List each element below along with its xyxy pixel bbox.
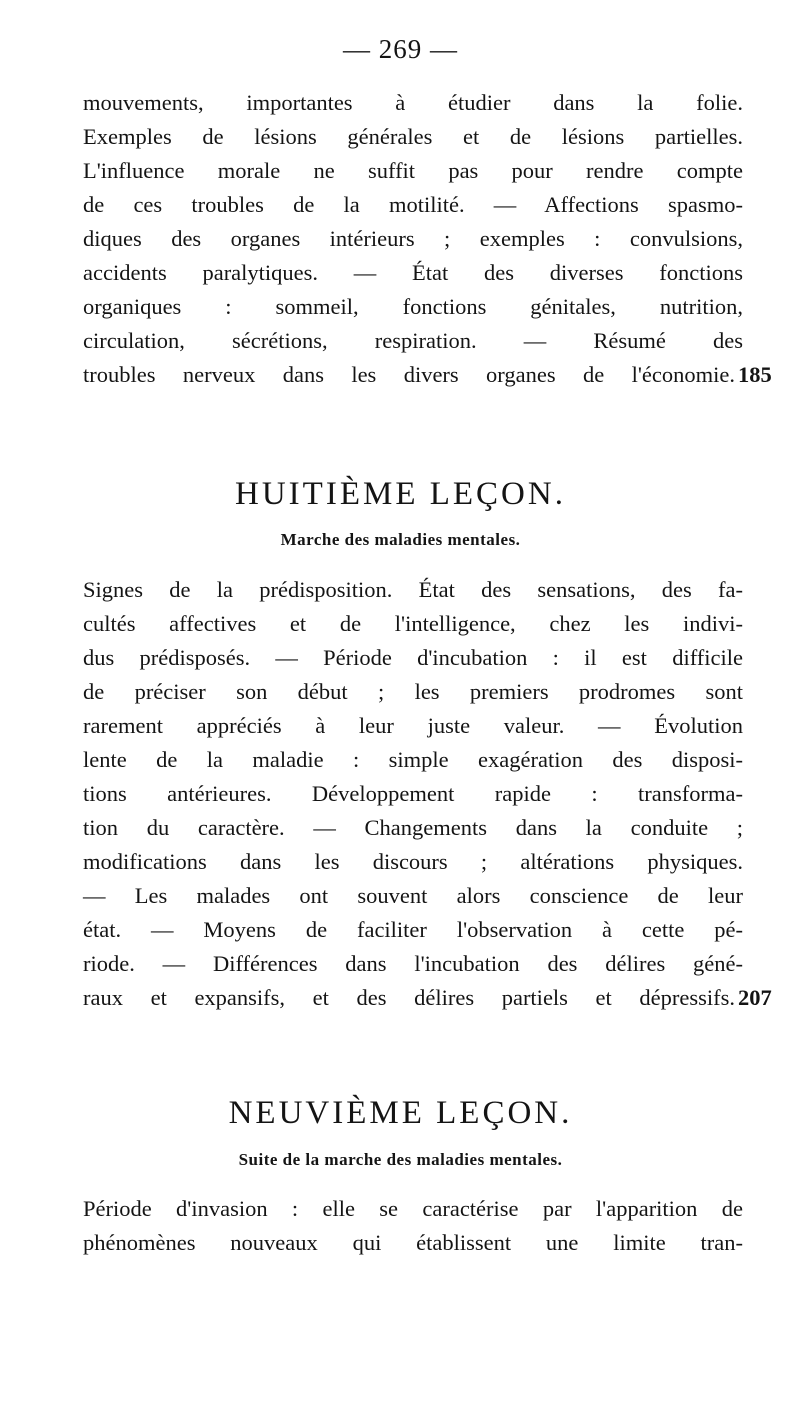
- intro-line-7: organiques : sommeil, fonctions génitales, nutrition,: [83, 294, 743, 319]
- lecon-8-line-1: Signes de la prédisposition. État des sensations, des fa-: [83, 577, 743, 602]
- lecon-8-line-4: de préciser son début ; les premiers prodromes sont: [83, 679, 743, 704]
- lecon-8-line-6: lente de la maladie : simple exagération des disposi-: [83, 747, 743, 772]
- lecon-8-page-ref: 207: [738, 985, 772, 1010]
- lecon-8-line-7: tions antérieures. Développement rapide : transforma-: [83, 781, 743, 806]
- lecon-9-title: NEUVIÈME LEÇON.: [228, 1095, 573, 1131]
- lecon-8-title: HUITIÈME LEÇON.: [235, 476, 566, 512]
- lecon-9-line-1: Période d'invasion : elle se caractérise par l'apparition de: [83, 1196, 743, 1221]
- intro-line-2: Exemples de lésions générales et de lésions partielles.: [83, 124, 743, 149]
- intro-line-1: mouvements, importantes à étudier dans la folie.: [83, 90, 743, 115]
- lecon-9-line-2: phénomènes nouveaux qui établissent une limite tran-: [83, 1230, 743, 1255]
- lecon-8-line-13: raux et expansifs, et des délires partiels et dépressifs.: [83, 985, 735, 1010]
- intro-page-ref: 185: [738, 362, 772, 387]
- lecon-8-subtitle: Marche des maladies mentales.: [280, 530, 521, 549]
- intro-line-6: accidents paralytiques. — État des diverses fonctions: [83, 260, 743, 285]
- intro-line-9: troubles nerveux dans les divers organes de l'économie.: [83, 362, 735, 387]
- page-number: — 269 —: [343, 34, 458, 64]
- lecon-8-line-12: riode. — Différences dans l'incubation des délires géné-: [83, 951, 743, 976]
- lecon-9-subtitle: Suite de la marche des maladies mentales.: [238, 1150, 563, 1169]
- lecon-8-line-2: cultés affectives et de l'intelligence, chez les indivi-: [83, 611, 743, 636]
- lecon-8-line-10: — Les malades ont souvent alors conscience de leur: [83, 883, 743, 908]
- lecon-8-line-5: rarement appréciés à leur juste valeur. — Évolution: [83, 713, 743, 738]
- lecon-8-line-11: état. — Moyens de faciliter l'observation à cette pé-: [83, 917, 743, 942]
- lecon-8-line-3: dus prédisposés. — Période d'incubation : il est difficile: [83, 645, 743, 670]
- intro-line-3: L'influence morale ne suffit pas pour rendre compte: [83, 158, 743, 183]
- intro-line-5: diques des organes intérieurs ; exemples : convulsions,: [83, 226, 743, 251]
- lecon-8-line-9: modifications dans les discours ; altérations physiques.: [83, 849, 743, 874]
- intro-line-8: circulation, sécrétions, respiration. — Résumé des: [83, 328, 743, 353]
- intro-line-4: de ces troubles de la motilité. — Affections spasmo-: [83, 192, 743, 217]
- lecon-8-line-8: tion du caractère. — Changements dans la conduite ;: [83, 815, 743, 840]
